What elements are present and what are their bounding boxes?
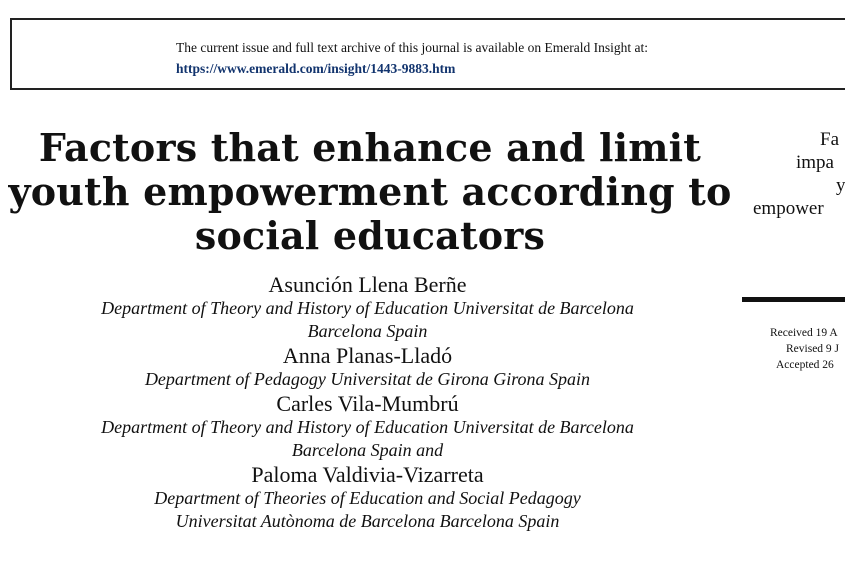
author-affiliation: Barcelona Spain: [307, 321, 428, 341]
author-affiliation: Department of Theory and History of Education Universitat de Barcelona: [101, 298, 634, 318]
date-accepted: Accepted 26: [776, 359, 834, 371]
author-affiliation: Department of Pedagogy Universitat de Girona Girona Spain: [144, 369, 591, 389]
author-name: Paloma Valdivia-Vizarreta: [251, 462, 484, 487]
author-affiliation: Department of Theory and History of Education Universitat de Barcelona: [101, 417, 634, 437]
running-title-line: y: [836, 175, 845, 196]
author-name: Carles Vila-Mumbrú: [276, 391, 459, 416]
author-affiliation: Universitat Autònoma de Barcelona Barcelona Spain: [175, 511, 560, 531]
title-line-1: Factors that enhance and limit: [38, 125, 702, 170]
author-affiliation: Barcelona Spain and: [291, 440, 444, 460]
running-title-line: impa: [796, 152, 834, 173]
title-line-3: social educators: [194, 213, 546, 258]
running-title-line: Fa: [820, 129, 839, 150]
journal-notice-text: The current issue and full text archive of this journal is available on Emerald Insight at:: [176, 40, 648, 55]
author-name: Anna Planas-Lladó: [282, 343, 453, 368]
running-title: [740, 128, 845, 220]
title-line-2: youth empowerment according to: [8, 169, 732, 214]
date-revised: Revised 9 J: [786, 343, 840, 355]
author-affiliation: Department of Theories of Education and Social Pedagogy: [154, 488, 581, 508]
author-name: Asunción Llena Berñe: [268, 272, 467, 297]
article-title: [0, 126, 740, 258]
submission-dates: [760, 325, 845, 373]
sidebar-rule: [742, 297, 845, 302]
journal-link[interactable]: https://www.emerald.com/insight/1443-9883.htm: [176, 61, 456, 76]
author-list: [0, 272, 735, 533]
journal-notice: [176, 37, 648, 79]
date-received: Received 19 A: [770, 327, 838, 339]
running-title-line: empower: [753, 198, 824, 219]
